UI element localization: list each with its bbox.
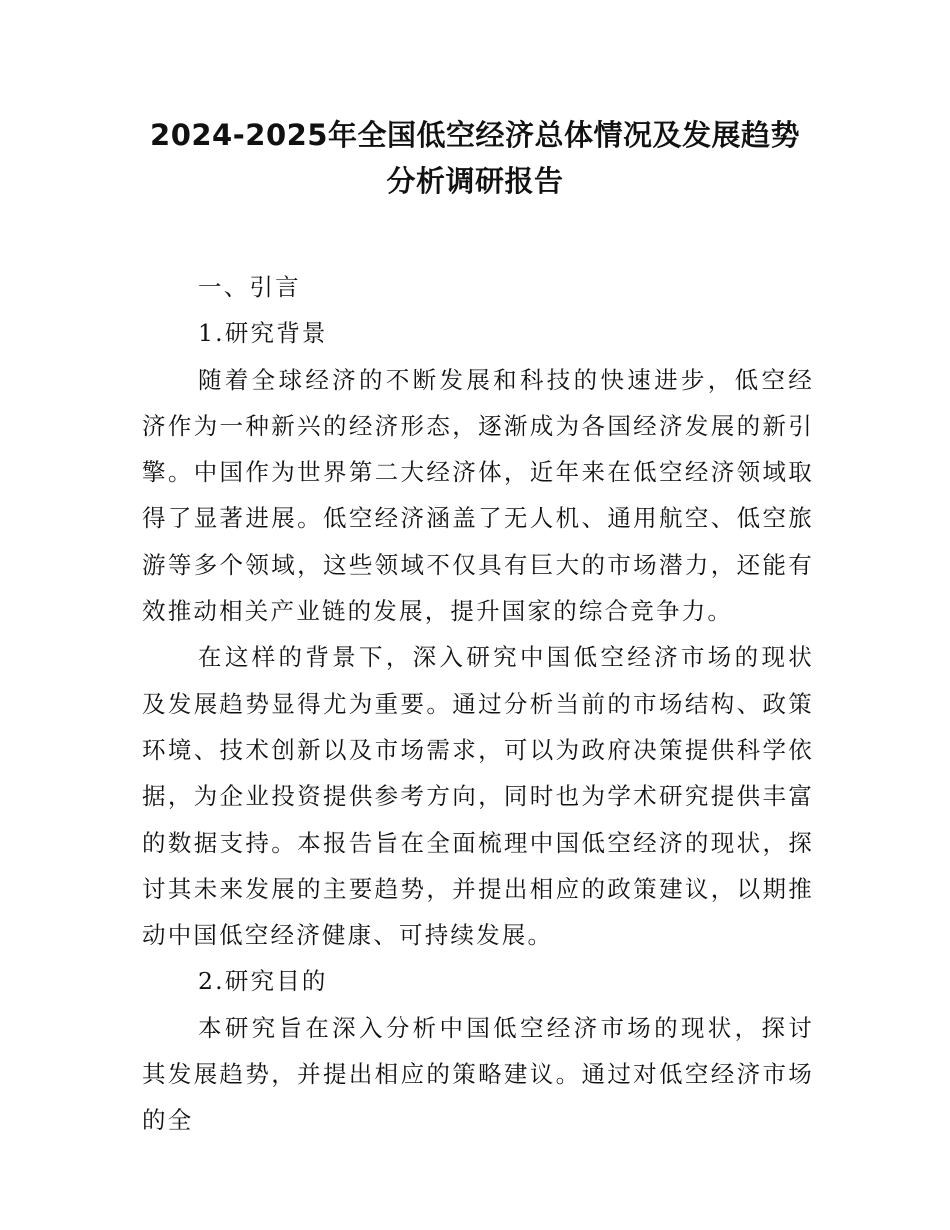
- title-line-2: 分析调研报告: [386, 164, 564, 198]
- paragraph-background-2: 在这样的背景下，深入研究中国低空经济市场的现状及发展趋势显得尤为重要。通过分析当前的市场结构、政策环境、技术创新以及市场需求，可以为政府决策提供科学依据，为企业投资提供参考方向，同时也为学术研究提供丰富的数据支持。本报告旨在全面梳理中国低空经济的现状，探讨其未来发展的主要趋势，并提出相应的政策建议，以期推动中国低空经济健康、可持续发展。: [142, 643, 814, 950]
- section-heading-introduction: 一、引言: [198, 273, 301, 301]
- subsection-heading-background: 1.研究背景: [198, 319, 328, 348]
- title-line-1: 2024-2025年全国低空经济总体情况及发展趋势: [150, 118, 800, 152]
- paragraph-background-1: 随着全球经济的不断发展和科技的快速进步，低空经济作为一种新兴的经济形态，逐渐成为各国经济发展的新引擎。中国作为世界第二大经济体，近年来在低空经济领域取得了显著进展。低空经济涵盖了无人机、通用航空、低空旅游等多个领域，这些领域不仅具有巨大的市场潜力，还能有效推动相关产业链的发展，提升国家的综合竞争力。: [142, 365, 814, 626]
- document-body: [142, 264, 814, 1144]
- paragraph-purpose: 本研究旨在深入分析中国低空经济市场的现状，探讨其发展趋势，并提出相应的策略建议。通过对低空经济市场的全: [142, 1013, 814, 1135]
- subsection-heading-purpose: 2.研究目的: [198, 967, 328, 996]
- document-title: [0, 112, 950, 204]
